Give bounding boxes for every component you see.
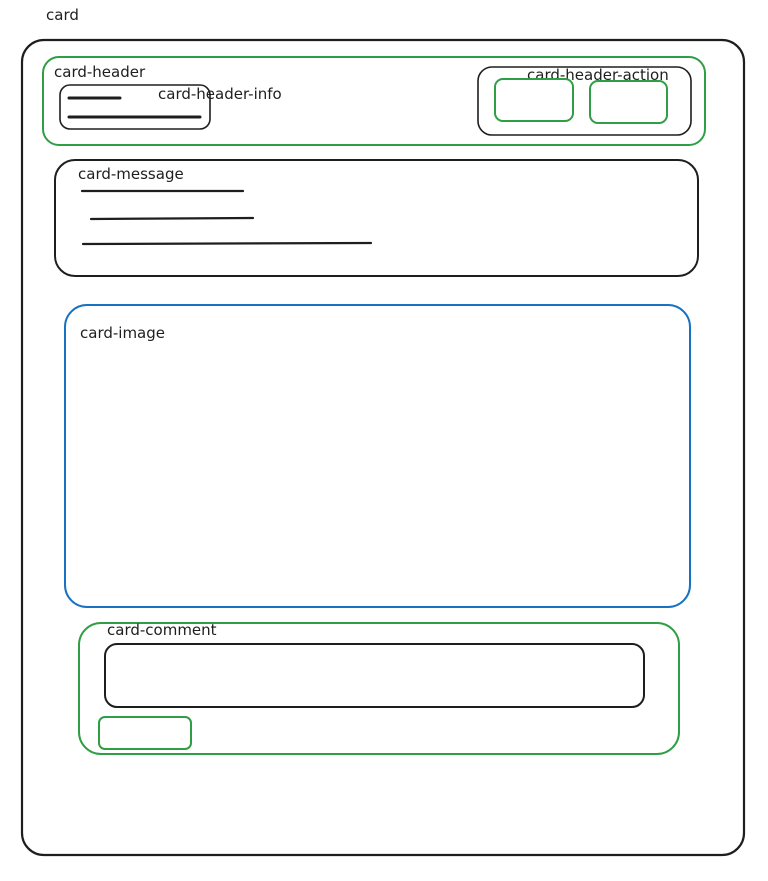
comment-submit-button[interactable] (99, 717, 191, 749)
card-label: card (46, 6, 79, 24)
card-comment-label: card-comment (107, 621, 217, 639)
card-box (22, 40, 744, 855)
card-image-box (65, 305, 690, 607)
header-action-button-2[interactable] (590, 81, 667, 123)
card-header-info-label: card-header-info (158, 85, 282, 103)
comment-input[interactable] (105, 644, 644, 707)
header-action-button-1[interactable] (495, 79, 573, 121)
card-message-label: card-message (78, 165, 184, 183)
message-line-3 (83, 243, 371, 244)
card-image-label: card-image (80, 324, 165, 342)
card-comment-box (79, 623, 679, 754)
card-header-action-label: card-header-action (527, 66, 669, 84)
card-header-label: card-header (54, 63, 146, 81)
message-line-2 (91, 218, 253, 219)
